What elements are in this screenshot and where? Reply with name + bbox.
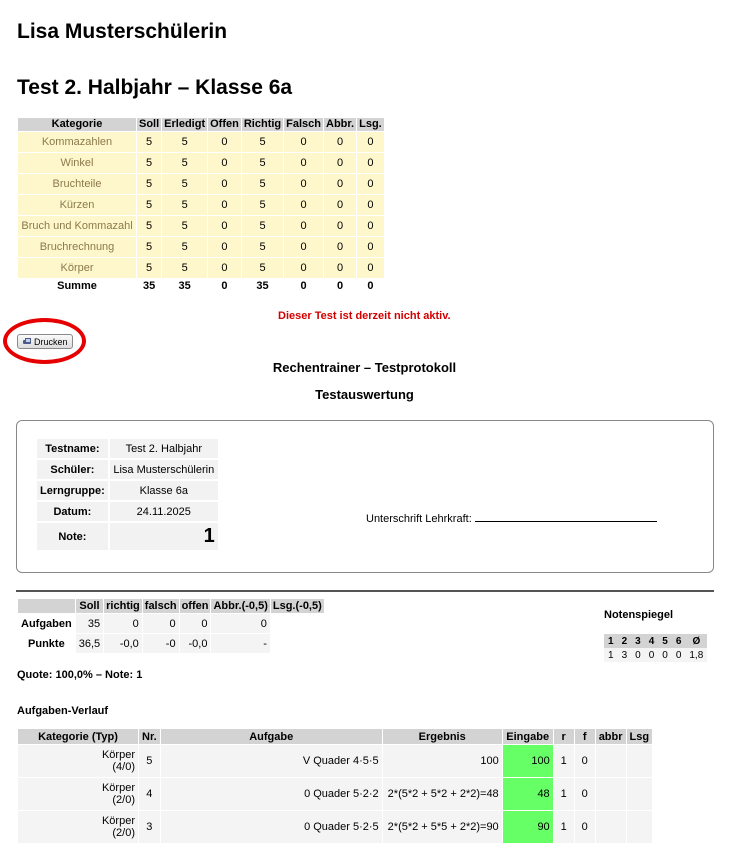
task-aborted bbox=[596, 811, 626, 843]
testname-label: Testname: bbox=[37, 439, 108, 458]
date-label: Datum: bbox=[37, 502, 108, 521]
grade-label: Note: bbox=[37, 523, 108, 550]
category-cell: 5 bbox=[242, 195, 283, 215]
category-row bbox=[18, 195, 384, 215]
category-name: Bruchteile bbox=[18, 174, 136, 194]
task-header: Ergebnis bbox=[383, 729, 502, 744]
task-category-name: Körper bbox=[101, 749, 135, 761]
category-header: Soll bbox=[139, 118, 160, 130]
task-category-name: Körper bbox=[101, 782, 135, 794]
category-cell: 5 bbox=[162, 153, 207, 173]
category-cell: 0 bbox=[208, 258, 241, 278]
category-cell: 0 bbox=[357, 216, 384, 236]
signature-label: Unterschrift Lehrkraft: bbox=[366, 513, 472, 525]
score-cell: -0 bbox=[143, 634, 179, 653]
printer-icon bbox=[23, 338, 31, 345]
notenspiegel-header: 4 bbox=[645, 634, 659, 648]
task-row bbox=[18, 745, 652, 777]
category-cell: 5 bbox=[242, 258, 283, 278]
task-category-type: (4/0) bbox=[112, 761, 135, 773]
score-header: Lsg.(-0,5) bbox=[272, 600, 322, 612]
task-category bbox=[18, 745, 138, 777]
divider bbox=[16, 590, 714, 592]
task-header: Aufgabe bbox=[161, 729, 382, 744]
task-history-title: Aufgaben-Verlauf bbox=[17, 705, 109, 717]
category-cell: 5 bbox=[162, 195, 207, 215]
score-header bbox=[18, 599, 75, 613]
category-header: Lsg. bbox=[359, 118, 382, 130]
category-cell: 0 bbox=[324, 258, 356, 278]
category-name: Körper bbox=[18, 258, 136, 278]
category-cell: 5 bbox=[242, 153, 283, 173]
category-cell: 5 bbox=[137, 174, 161, 194]
inactive-notice: Dieser Test ist derzeit nicht aktiv. bbox=[278, 310, 451, 322]
score-header: Soll bbox=[76, 599, 103, 613]
category-cell: 0 bbox=[284, 216, 323, 236]
category-row bbox=[18, 237, 384, 257]
score-header: Abbr.(-0,5) bbox=[213, 600, 268, 612]
score-header: falsch bbox=[144, 600, 177, 612]
category-cell: 5 bbox=[162, 132, 207, 152]
category-cell: 5 bbox=[137, 258, 161, 278]
category-cell: 0 bbox=[357, 153, 384, 173]
task-exercise: V Quader 4·5·5 bbox=[161, 745, 382, 777]
category-row bbox=[18, 258, 384, 278]
task-header: abbr bbox=[596, 729, 626, 744]
task-input: 48 bbox=[503, 778, 553, 810]
task-number: 5 bbox=[139, 745, 160, 777]
notenspiegel-header: 6 bbox=[672, 634, 686, 648]
score-cell: - bbox=[211, 634, 269, 653]
category-cell: 0 bbox=[357, 195, 384, 215]
category-cell: 5 bbox=[162, 237, 207, 257]
category-header: Richtig bbox=[243, 118, 282, 130]
group-value: Klasse 6a bbox=[110, 481, 218, 500]
category-name: Kommazahlen bbox=[18, 132, 136, 152]
notenspiegel-header: 1 bbox=[604, 634, 618, 648]
score-row-label: Punkte bbox=[18, 634, 75, 653]
notenspiegel-header: 2 bbox=[618, 634, 632, 648]
protocol-title: Rechentrainer – Testprotokoll bbox=[272, 360, 457, 375]
task-category bbox=[18, 778, 138, 810]
category-cell: 0 bbox=[284, 258, 323, 278]
category-sum-cell: 0 bbox=[324, 279, 356, 293]
task-wrong: 0 bbox=[575, 811, 595, 843]
notenspiegel-value: 3 bbox=[618, 648, 632, 662]
task-history-table bbox=[17, 728, 653, 844]
score-row bbox=[18, 634, 324, 653]
category-cell: 0 bbox=[284, 153, 323, 173]
category-cell: 5 bbox=[137, 153, 161, 173]
category-name: Winkel bbox=[18, 153, 136, 173]
notenspiegel-header: 3 bbox=[631, 634, 645, 648]
student-label: Schüler: bbox=[37, 460, 108, 479]
category-name: Bruchrechnung bbox=[18, 237, 136, 257]
category-name: Bruch und Kommazahl bbox=[18, 216, 136, 236]
task-header: Nr. bbox=[139, 729, 160, 744]
task-result: 2*(5*2 + 5*2 + 2*2)=48 bbox=[383, 778, 502, 810]
score-row bbox=[18, 614, 324, 633]
task-category-name: Körper bbox=[101, 815, 135, 827]
test-info-card bbox=[16, 420, 714, 573]
category-cell: 5 bbox=[242, 216, 283, 236]
category-cell: 0 bbox=[324, 174, 356, 194]
print-button[interactable] bbox=[17, 334, 73, 349]
score-cell: 0 bbox=[180, 614, 211, 633]
task-header: r bbox=[554, 729, 574, 744]
evaluation-title: Testauswertung bbox=[315, 387, 414, 402]
notenspiegel-value: 0 bbox=[658, 648, 672, 662]
grade-value: 1 bbox=[110, 523, 218, 550]
task-category-type: (2/0) bbox=[112, 827, 135, 839]
score-header: offen bbox=[181, 600, 209, 612]
score-cell: 35 bbox=[76, 614, 103, 633]
student-name-heading: Lisa Musterschülerin bbox=[17, 20, 228, 43]
category-sum-cell: 0 bbox=[284, 279, 323, 293]
date-value: 24.11.2025 bbox=[110, 502, 218, 521]
score-table bbox=[17, 598, 325, 654]
category-sum-cell: Summe bbox=[18, 279, 136, 293]
category-cell: 0 bbox=[357, 258, 384, 278]
category-cell: 0 bbox=[324, 237, 356, 257]
category-cell: 0 bbox=[324, 195, 356, 215]
category-table bbox=[17, 117, 385, 294]
notenspiegel-header: 5 bbox=[658, 634, 672, 648]
category-header: Erledigt bbox=[164, 118, 206, 130]
category-cell: 0 bbox=[324, 153, 356, 173]
notenspiegel-table bbox=[604, 634, 707, 662]
category-row bbox=[18, 153, 384, 173]
testname-value: Test 2. Halbjahr bbox=[110, 439, 218, 458]
category-cell: 5 bbox=[137, 195, 161, 215]
category-cell: 5 bbox=[137, 132, 161, 152]
task-solution bbox=[627, 811, 653, 843]
category-cell: 0 bbox=[324, 132, 356, 152]
signature-line bbox=[475, 512, 657, 522]
notenspiegel-header: Ø bbox=[685, 634, 707, 648]
score-cell: 0 bbox=[211, 614, 269, 633]
category-cell: 5 bbox=[162, 216, 207, 236]
category-cell: 0 bbox=[284, 174, 323, 194]
score-cell: 36,5 bbox=[76, 634, 103, 653]
category-cell: 0 bbox=[208, 174, 241, 194]
category-cell: 0 bbox=[284, 195, 323, 215]
category-name: Kürzen bbox=[18, 195, 136, 215]
teacher-signature bbox=[366, 512, 657, 525]
category-row bbox=[18, 132, 384, 152]
category-sum-cell: 35 bbox=[242, 279, 283, 293]
category-cell: 0 bbox=[324, 216, 356, 236]
category-row bbox=[18, 174, 384, 194]
task-result: 100 bbox=[383, 745, 502, 777]
category-sum-row bbox=[18, 279, 384, 293]
category-cell: 5 bbox=[162, 258, 207, 278]
category-sum-cell: 0 bbox=[357, 279, 384, 293]
category-cell: 0 bbox=[208, 195, 241, 215]
category-cell: 5 bbox=[137, 237, 161, 257]
category-cell: 5 bbox=[137, 216, 161, 236]
score-cell: -0,0 bbox=[180, 634, 211, 653]
category-cell: 0 bbox=[208, 216, 241, 236]
score-header: richtig bbox=[106, 600, 140, 612]
task-category-type: (2/0) bbox=[112, 794, 135, 806]
test-title-heading: Test 2. Halbjahr – Klasse 6a bbox=[17, 76, 293, 99]
category-sum-cell: 35 bbox=[137, 279, 161, 293]
category-cell: 0 bbox=[357, 237, 384, 257]
category-cell: 5 bbox=[242, 132, 283, 152]
task-result: 2*(5*2 + 5*5 + 2*2)=90 bbox=[383, 811, 502, 843]
task-solution bbox=[627, 778, 653, 810]
score-cell: 0 bbox=[104, 614, 142, 633]
notenspiegel-title: Notenspiegel bbox=[604, 609, 674, 621]
task-row bbox=[18, 778, 652, 810]
category-cell: 0 bbox=[284, 132, 323, 152]
task-aborted bbox=[596, 745, 626, 777]
score-row-label: Aufgaben bbox=[18, 614, 75, 633]
task-number: 4 bbox=[139, 778, 160, 810]
category-cell: 5 bbox=[242, 237, 283, 257]
notenspiegel-value: 1,8 bbox=[685, 648, 707, 662]
quote-line: Quote: 100,0% – Note: 1 bbox=[17, 669, 143, 681]
task-header: f bbox=[575, 729, 595, 744]
category-cell: 5 bbox=[162, 174, 207, 194]
group-label: Lerngruppe: bbox=[37, 481, 108, 500]
category-cell: 0 bbox=[357, 132, 384, 152]
task-input: 100 bbox=[503, 745, 553, 777]
category-cell: 5 bbox=[242, 174, 283, 194]
student-value: Lisa Musterschülerin bbox=[110, 460, 218, 479]
task-aborted bbox=[596, 778, 626, 810]
category-header: Abbr. bbox=[326, 118, 355, 130]
task-right: 1 bbox=[554, 811, 574, 843]
category-header: Falsch bbox=[286, 118, 321, 130]
task-right: 1 bbox=[554, 778, 574, 810]
category-sum-cell: 35 bbox=[162, 279, 207, 293]
task-number: 3 bbox=[139, 811, 160, 843]
task-header: Eingabe bbox=[503, 729, 553, 744]
category-cell: 0 bbox=[357, 174, 384, 194]
task-input: 90 bbox=[503, 811, 553, 843]
task-row bbox=[18, 811, 652, 843]
category-cell: 0 bbox=[208, 237, 241, 257]
score-cell: 0 bbox=[143, 614, 179, 633]
category-header: Kategorie bbox=[18, 118, 136, 131]
test-info-table bbox=[35, 437, 220, 552]
task-category bbox=[18, 811, 138, 843]
task-exercise: 0 Quader 5·2·2 bbox=[161, 778, 382, 810]
category-sum-cell: 0 bbox=[208, 279, 241, 293]
task-solution bbox=[627, 745, 653, 777]
category-header: Offen bbox=[210, 118, 239, 130]
task-exercise: 0 Quader 5·2·5 bbox=[161, 811, 382, 843]
notenspiegel-value: 0 bbox=[645, 648, 659, 662]
print-button-label: Drucken bbox=[34, 336, 68, 347]
task-wrong: 0 bbox=[575, 745, 595, 777]
task-wrong: 0 bbox=[575, 778, 595, 810]
notenspiegel-value: 1 bbox=[604, 648, 618, 662]
task-header: Lsg bbox=[627, 729, 653, 744]
category-cell: 0 bbox=[208, 132, 241, 152]
category-cell: 0 bbox=[208, 153, 241, 173]
category-cell: 0 bbox=[284, 237, 323, 257]
task-header: Kategorie (Typ) bbox=[18, 729, 138, 744]
notenspiegel-value: 0 bbox=[631, 648, 645, 662]
score-cell: -0,0 bbox=[104, 634, 142, 653]
notenspiegel-value: 0 bbox=[672, 648, 686, 662]
category-row bbox=[18, 216, 384, 236]
task-right: 1 bbox=[554, 745, 574, 777]
